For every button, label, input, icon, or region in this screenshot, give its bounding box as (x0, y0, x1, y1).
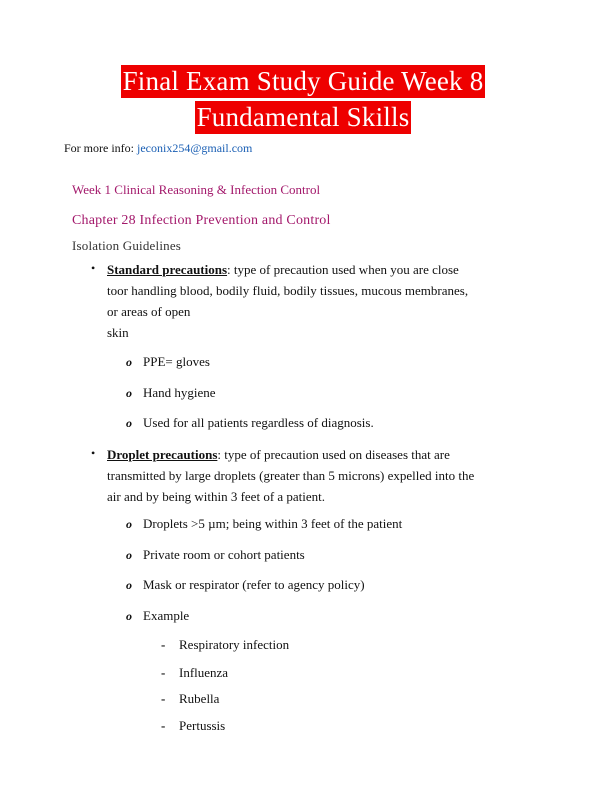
standard-text-line-4: skin (107, 325, 129, 340)
standard-text-line-1: : type of precaution used when you are close (227, 262, 459, 277)
document-subtitle: Fundamental Skills (196, 102, 410, 132)
dash-bullet-icon: - (161, 665, 166, 680)
standard-item-text: Hand hygiene (143, 385, 216, 400)
example-text: Rubella (179, 691, 220, 706)
standard-precautions-term: Standard precautions (107, 262, 228, 277)
list-item (126, 385, 216, 401)
droplet-text-line-2: transmitted by large droplets (greater than 5 microns) expelled into the (107, 468, 475, 483)
title-line-1-wrap (0, 65, 606, 98)
section-heading: Isolation Guidelines (72, 238, 182, 253)
list-item (126, 516, 402, 532)
list-item (126, 547, 305, 563)
droplet-text-line-1: : type of precaution used on diseases that are (217, 447, 450, 462)
circle-bullet-icon: o (126, 609, 132, 623)
dash-bullet-icon: - (161, 691, 166, 706)
standard-item-text: PPE= gloves (143, 354, 210, 369)
example-text: Respiratory infection (179, 637, 290, 652)
email-link[interactable]: jeconix254@gmail.com (137, 141, 253, 155)
standard-text-line-3: or areas of open (107, 304, 191, 319)
circle-bullet-icon: o (126, 578, 132, 592)
example-item (161, 691, 219, 707)
droplet-item-text: Mask or respirator (refer to agency policy) (143, 577, 365, 592)
title-line-2-wrap (0, 101, 606, 134)
more-info-label: For more info: (64, 141, 137, 155)
bullet-icon: • (91, 261, 96, 275)
document-title: Final Exam Study Guide Week 8 (122, 66, 484, 96)
example-text: Influenza (179, 665, 229, 680)
list-item (126, 354, 210, 370)
example-item (161, 665, 228, 681)
droplet-item-text: Droplets >5 µm; being within 3 feet of the patient (143, 516, 403, 531)
circle-bullet-icon: o (126, 355, 132, 369)
example-text: Pertussis (179, 718, 226, 733)
droplet-precautions-paragraph (107, 444, 527, 507)
standard-precautions-paragraph (107, 259, 527, 343)
circle-bullet-icon: o (126, 386, 132, 400)
example-item (161, 718, 225, 734)
dash-bullet-icon: - (161, 637, 166, 652)
circle-bullet-icon: o (126, 548, 132, 562)
more-info-line (64, 141, 252, 156)
list-item (126, 608, 189, 624)
week-heading: Week 1 Clinical Reasoning & Infection Control (72, 182, 321, 197)
list-item (126, 415, 374, 431)
droplet-item-text: Example (143, 608, 190, 623)
standard-item-text: Used for all patients regardless of diagnosis. (143, 415, 374, 430)
droplet-text-line-3: air and by being within 3 feet of a patient. (107, 489, 326, 504)
list-item (126, 577, 365, 593)
example-item (161, 637, 289, 653)
droplet-item-text: Private room or cohort patients (143, 547, 305, 562)
circle-bullet-icon: o (126, 517, 132, 531)
dash-bullet-icon: - (161, 718, 166, 733)
circle-bullet-icon: o (126, 416, 132, 430)
chapter-heading: Chapter 28 Infection Prevention and Control (72, 213, 331, 228)
bullet-icon: • (91, 446, 96, 460)
droplet-precautions-term: Droplet precautions (107, 447, 218, 462)
standard-text-line-2: toor handling blood, bodily fluid, bodily tissues, mucous membranes, (107, 283, 469, 298)
